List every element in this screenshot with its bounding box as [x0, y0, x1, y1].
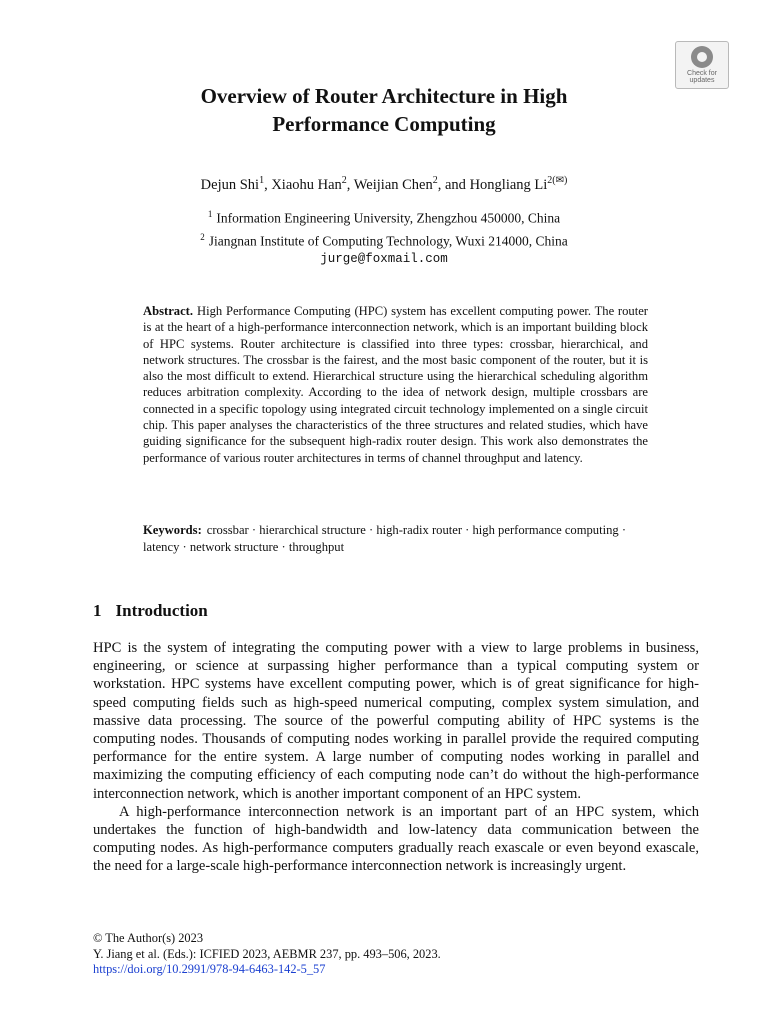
title-line-2: Performance Computing: [272, 112, 496, 136]
affiliation-text: Jiangnan Institute of Computing Technology, Wuxi 214000, China: [208, 233, 568, 248]
page-footer: [93, 931, 441, 978]
abstract-label: Abstract.: [143, 304, 194, 318]
badge-label: Check for updates: [687, 70, 717, 84]
affiliation-line: [0, 205, 768, 228]
title-line-1: Overview of Router Architecture in High: [200, 84, 568, 108]
section-heading: [93, 600, 208, 622]
author-separator: ,: [264, 176, 272, 193]
affiliation-text: Information Engineering University, Zhengzhou 450000, China: [216, 210, 561, 226]
keywords: [143, 522, 648, 556]
author-name: Xiaohu Han: [271, 176, 342, 193]
author-separator: ,: [346, 176, 354, 193]
affiliation-line: [0, 228, 768, 251]
paragraph: A high-performance interconnection network is an important part of an HPC system, which undertakes the function of high-bandwidth and low-latency data communication between the computing nodes. As high-performance computers gradually reach exascale or even beyond exascale, the need for a large-scale high-performance interconnection network is increasingly urgent.: [93, 803, 699, 875]
author-affiliation-mark: 2: [341, 175, 347, 186]
affiliation-number: 1: [207, 209, 213, 219]
section-body: [93, 639, 699, 876]
update-check-icon: [691, 46, 713, 68]
affiliations: [0, 205, 768, 268]
keywords-label: Keywords:: [143, 523, 202, 537]
author-list: [0, 171, 768, 195]
author-affiliation-mark: 2: [432, 175, 438, 186]
author-name: Hongliang Li: [469, 176, 548, 193]
abstract-text: High Performance Computing (HPC) system has excellent computing power. The router is at the heart of a high-performance interconnection network, which is an important building block of HPC systems. Router architecture is classified into three types: crossbar, hierarchical, and network structures. The crossbar is the fairest, and the most basic component of the router, but it is also the most difficult to extend. Hierarchical structure using the hierarchical scheduling algorithm reduces arbitration complexity. According to the idea of network design, multiple crossbars are connected in a specific topology using integrated circuit technology implemented on a single circuit chip. This paper analyses the characteristics of the three structures and related studies, which have guiding significance for the subsequent high-radix router design. This work also demonstrates the performance of various router architectures in terms of channel throughput and latency.: [143, 304, 648, 465]
keywords-text: crossbar · hierarchical structure · high-radix router · high performance computing · latency · network structure · throughput: [143, 523, 627, 554]
paper-title: [0, 82, 768, 138]
affiliation-number: 2: [200, 231, 205, 242]
section-number: 1: [93, 601, 102, 620]
author-name: Weijian Chen: [353, 176, 433, 193]
author-name: Dejun Shi: [200, 176, 260, 193]
author-affiliation-mark: 2(✉): [547, 175, 568, 186]
author-separator: , and: [437, 176, 470, 193]
author-affiliation-mark: 1: [259, 175, 265, 186]
corresponding-email[interactable]: jurge@foxmail.com: [320, 252, 448, 266]
copyright-line: © The Author(s) 2023: [93, 931, 204, 945]
doi-link[interactable]: https://doi.org/10.2991/978-94-6463-142-5_57: [93, 962, 326, 976]
abstract: [143, 303, 648, 466]
paragraph: HPC is the system of integrating the computing power with a view to large problems in business, engineering, or science at surpassing higher performance than a typical computing system or workstation. HPC systems have excellent computing power, which is of great significance for high-speed computing fields such as high-speed numerical computing, complex system simulation, and massive data processing. The source of the powerful computing ability of HPC systems is the computing nodes. Thousands of computing nodes working in parallel provide the required computing performance for the entire system. A large number of computing nodes working in parallel and maximizing the computing efficiency of each computing node can’t do without the high-performance interconnection network, which is another important component of an HPC system.: [93, 640, 699, 802]
citation-line: Y. Jiang et al. (Eds.): ICFIED 2023, AEBMR 237, pp. 493–506, 2023.: [93, 946, 441, 961]
section-title: Introduction: [115, 601, 208, 620]
